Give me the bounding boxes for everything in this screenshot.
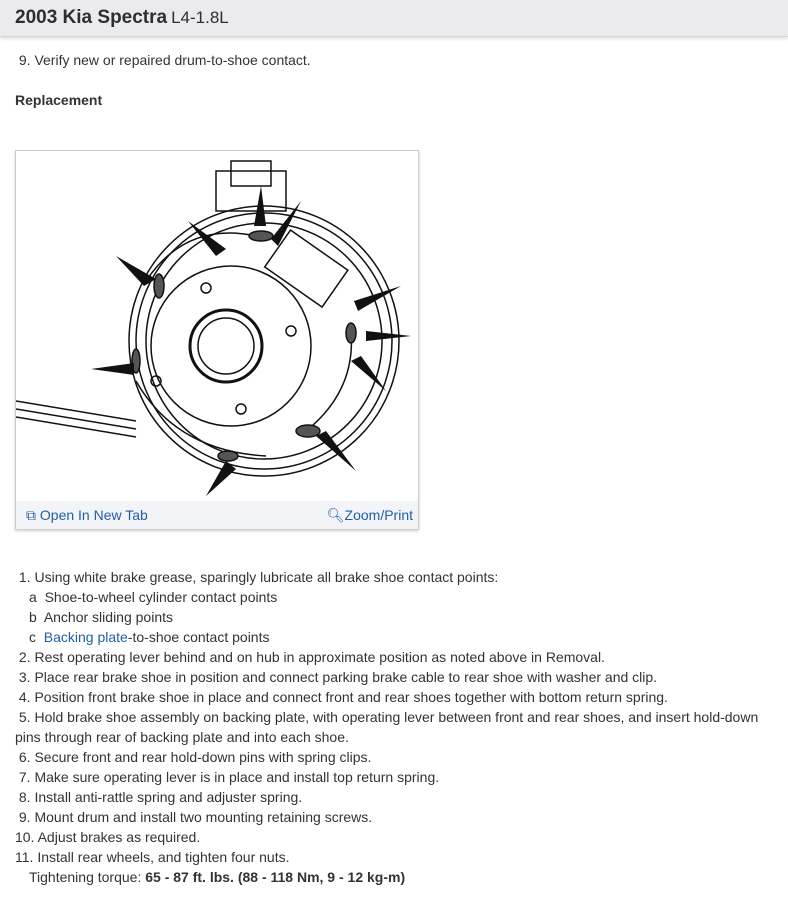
engine-subtitle: L4-1.8L [171,8,229,27]
zoom-print-link[interactable]: 🔍︎Zoom/Print [326,506,413,523]
step-10: 10. Adjust brakes as required. [15,829,201,845]
step-9: 9. Mount drum and install two mounting retaining screws. [15,809,373,825]
step-2: 2. Rest operating lever behind and on hub in approximate position as noted above in Removal. [15,649,605,665]
open-new-tab-icon: ⧉ [26,506,40,523]
step-1a: a Shoe-to-wheel cylinder contact points [29,589,278,605]
page-header [0,0,788,37]
step-11: 11. Install rear wheels, and tighten four nuts. [15,849,290,865]
brake-diagram-figure [15,150,419,530]
step-6: 6. Secure front and rear hold-down pins with spring clips. [15,749,372,765]
step-8: 8. Install anti-rattle spring and adjuster spring. [15,789,303,805]
zoom-in-icon: 🔍︎ [326,506,345,523]
backing-plate-link[interactable]: Backing plate [43,629,128,645]
tightening-torque: Tightening torque: 65 - 87 ft. lbs. (88 - 118 Nm, 9 - 12 kg-m) [29,869,406,885]
step-5: 5. Hold brake shoe assembly on backing plate, with operating lever between front and rear shoes, and insert hold-down pins through rear of backing plate and into each shoe. [15,709,759,745]
previous-step: 9. Verify new or repaired drum-to-shoe contact. [15,52,311,68]
vehicle-title: 2003 Kia Spectra [15,7,168,28]
brake-shoe-diagram[interactable] [16,151,418,501]
step-1: 1. Using white brake grease, sparingly lubricate all brake shoe contact points: [15,569,499,585]
step-7: 7. Make sure operating lever is in place and install top return spring. [15,769,440,785]
replacement-steps [15,567,775,887]
step-1c: c Backing plate-to-shoe contact points [29,629,270,645]
step-1b: b Anchor sliding points [29,609,173,625]
open-in-new-tab-link[interactable]: ⧉ Open In New Tab [26,506,148,523]
step-3: 3. Place rear brake shoe in position and connect parking brake cable to rear shoe with washer and clip. [15,669,658,685]
section-title: Replacement [15,92,103,108]
figure-toolbar [16,501,418,529]
step-4: 4. Position front brake shoe in place and connect front and rear shoes together with bottom return spring. [15,689,668,705]
